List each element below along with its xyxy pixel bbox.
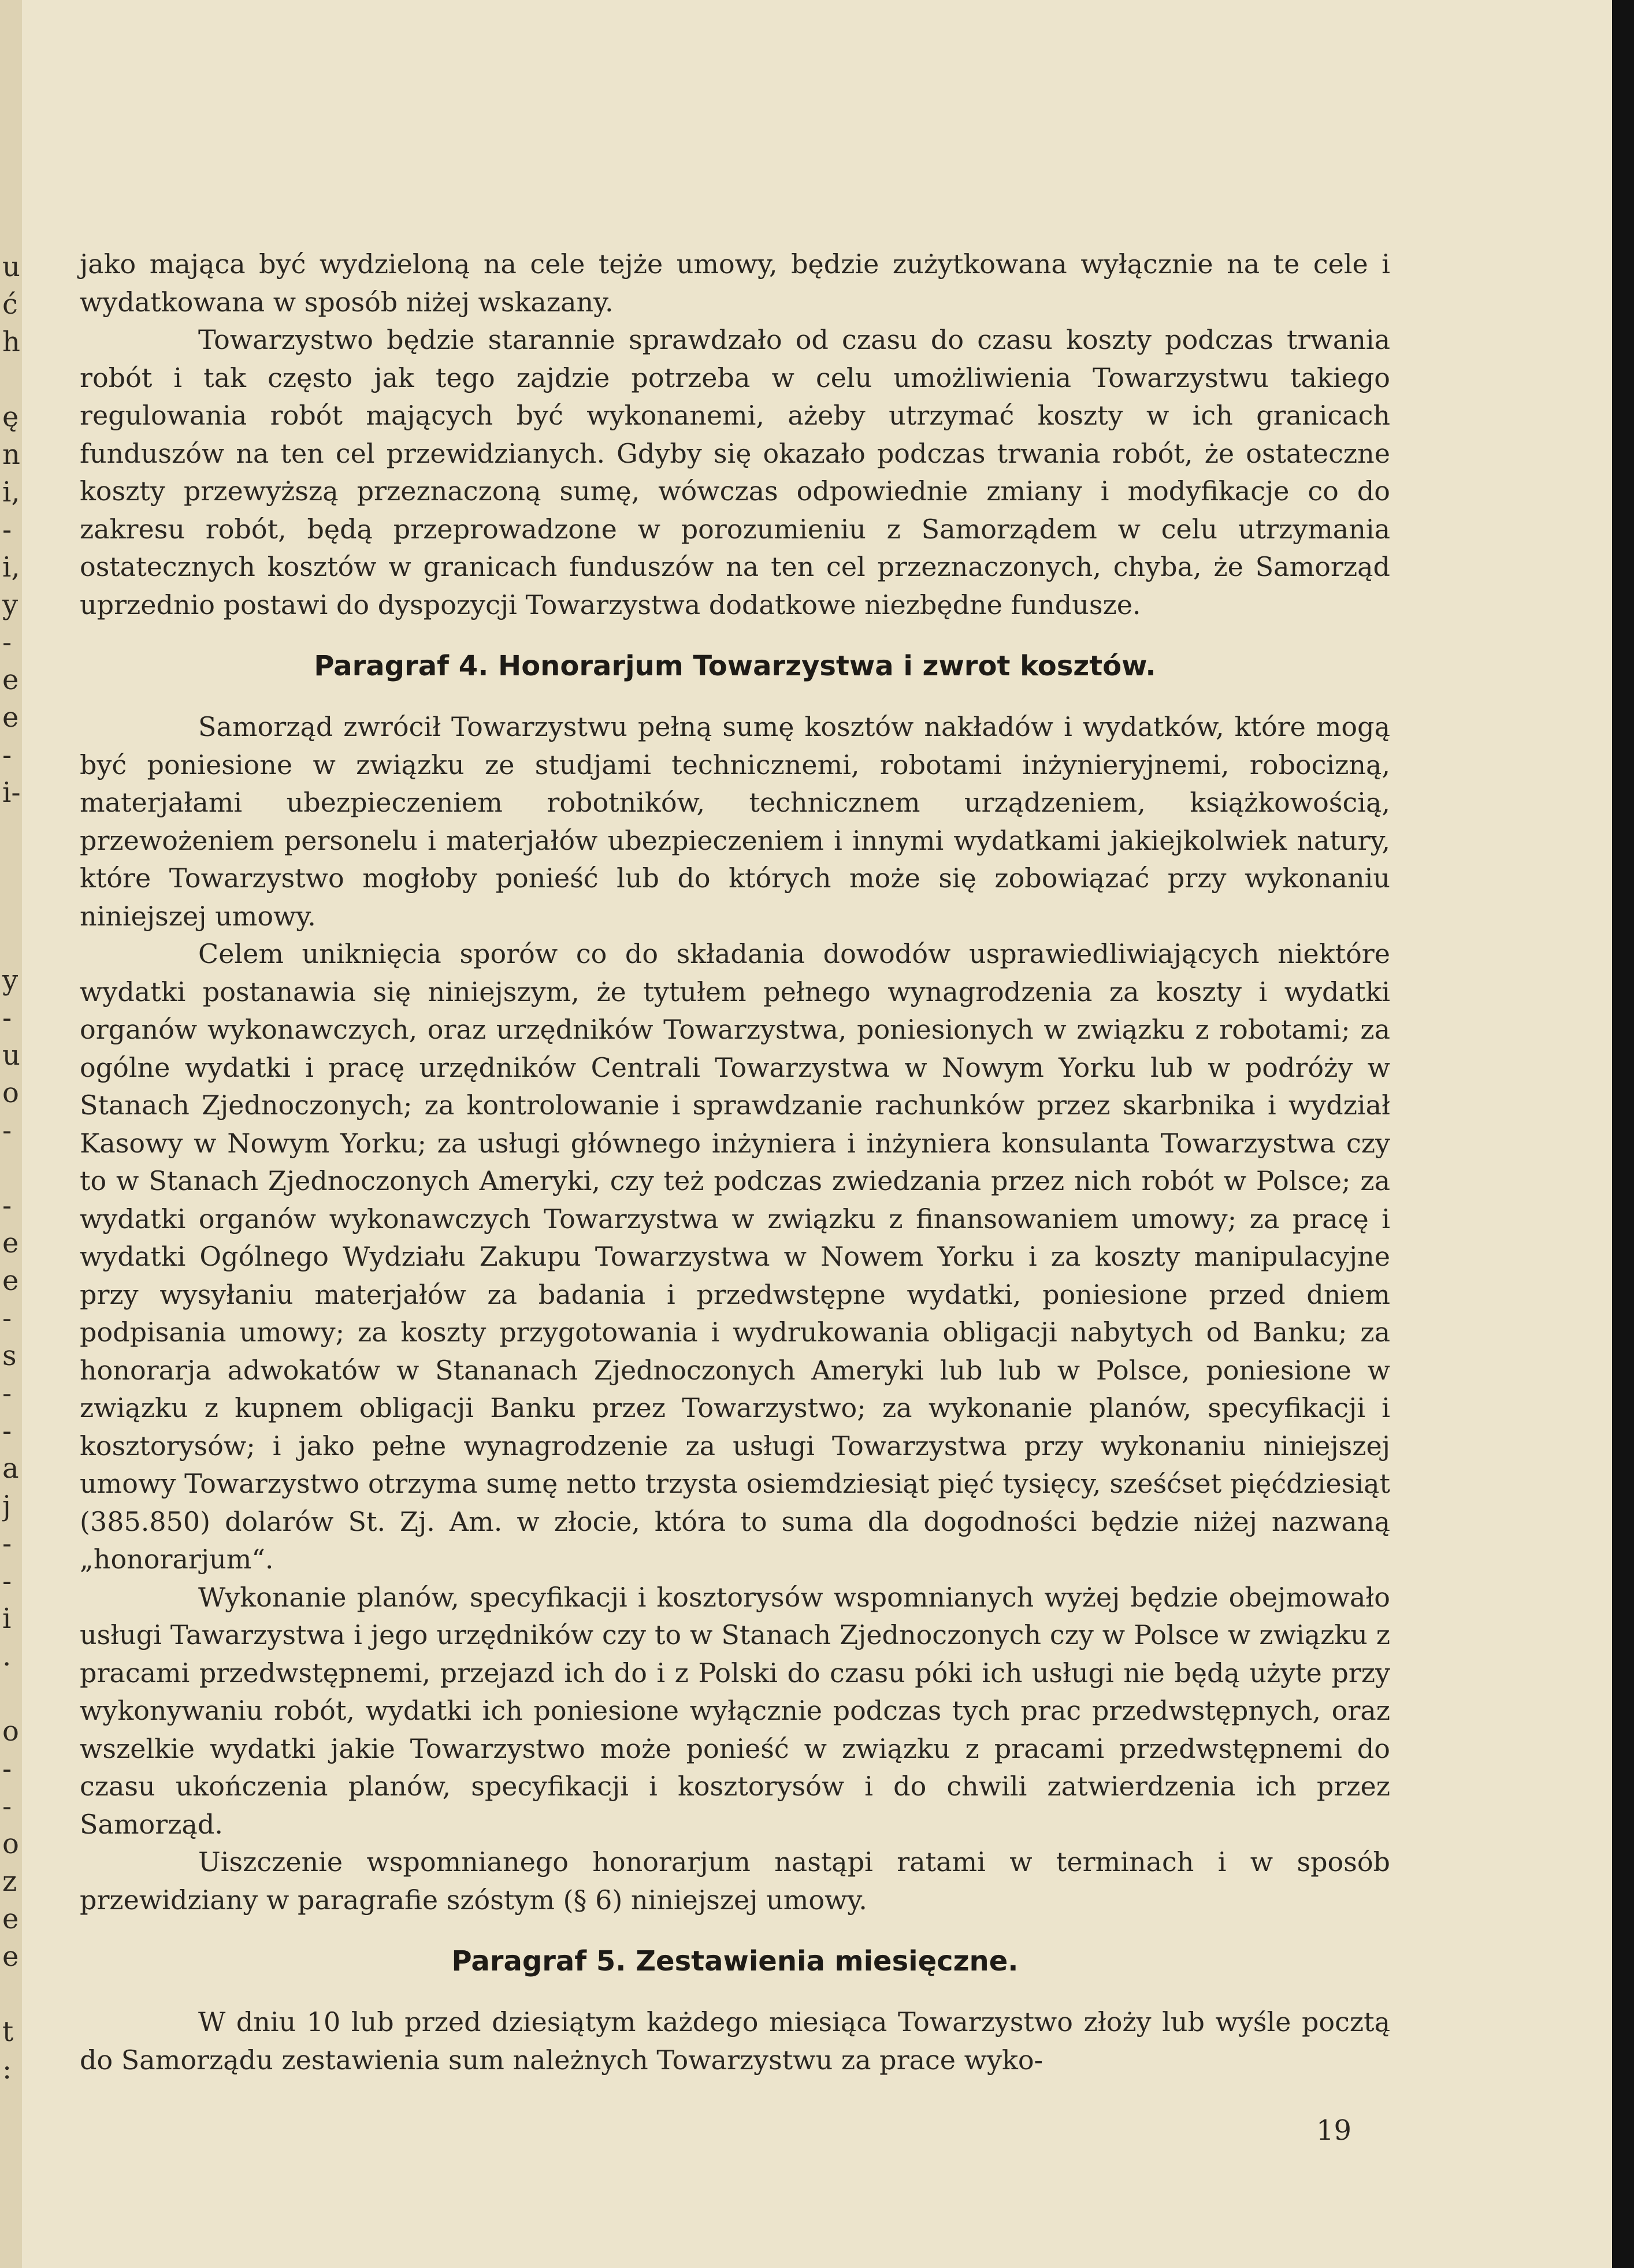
margin-fragment: z bbox=[2, 1865, 17, 1898]
margin-fragment: . bbox=[2, 1640, 12, 1672]
margin-fragment bbox=[2, 1976, 22, 2013]
scan-background-edge bbox=[1612, 0, 1634, 2268]
margin-fragment: - bbox=[2, 1377, 12, 1410]
margin-fragment bbox=[2, 1150, 22, 1187]
paragraph-monthly-statements: W dniu 10 lub przed dziesiątym każdego miesiąca Towarzystwo złoży lub wyśle pocztą do Samorządu zestawienia sum należnych Towarzystwu za prace wyko- bbox=[80, 2006, 1390, 2076]
margin-fragment: - bbox=[2, 1302, 12, 1334]
margin-fragment: y bbox=[2, 589, 18, 621]
margin-fragment: - bbox=[2, 1002, 12, 1034]
margin-fragment: a bbox=[2, 1452, 19, 1485]
margin-fragment: - bbox=[2, 1753, 12, 1785]
paragraph-honorarium-terms: Celem uniknięcia sporów co do składania dowodów usprawiedliwiających niektóre wydatki postanawia się niniejszym, że tytułem pełnego wynagrodzenia za koszty i wydatki organów wykonawczych, oraz urzędników Towarzystwa, poniesionych w związku z robotami; za ogólne wydatki i pracę urzędników Centrali Towarzystwa w Nowym Yorku lub w podróży w Stanach Zjednoczonych; za kontrolowanie i sprawdzanie rachunków przez skarbnika i wydział Kasowy w Nowym Yorku; za usługi głównego inżyniera i inżyniera konsulanta Towarzystwa czy to w Stanach Zjednoczonych Ameryki, czy też podczas zwiedzania przez nich robót w Polsce; za wydatki organów wykonawczych Towarzystwa w związku z finansowaniem umowy; za pracę i wydatki Ogólnego Wydziału Zakupu Towarzystwa w Nowem Yorku i za koszty manipulacyjne przy wysyłaniu materjałów za badania i przedwstępne wydatki, poniesione przed dniem podpisania umowy; za koszty przygotowania i wydrukowania obligacji nabytych od Banku; za honorarja adwokatów w Stananach Zjednoczonych Ameryki lub lub w Polsce, poniesione w związku z kupnem obligacji Banku przez Towarzystwo; za wykonanie planów, specyfikacji i kosztorysów; i jako pełne wynagrodzenie za usługi Towarzystwa przy wykonaniu niniejszej umowy Towarzystwo otrzyma sumę netto trzysta osiemdziesiąt pięć tysięcy, sześćset pięćdziesiąt (385.850) dolarów St. Zj. Am. w złocie, która to suma dla dogodności będzie niżej nazwaną „honorarjum“. bbox=[80, 938, 1390, 1575]
margin-fragment: - bbox=[2, 1565, 12, 1597]
margin-fragment: - bbox=[2, 626, 12, 659]
margin-fragment: i- bbox=[2, 776, 21, 809]
margin-fragment: o bbox=[2, 1077, 19, 1109]
margin-fragment: - bbox=[2, 1114, 12, 1147]
margin-fragment bbox=[2, 1675, 22, 1713]
margin-fragment: - bbox=[2, 1415, 12, 1447]
margin-fragment: u bbox=[2, 251, 20, 283]
margin-fragment: ć bbox=[2, 288, 18, 321]
margin-fragment: - bbox=[2, 1189, 12, 1222]
margin-fragment: j bbox=[2, 1490, 11, 1522]
section-heading-paragraf-4: Paragraf 4. Honorarjum Towarzystwa i zwrot kosztów. bbox=[314, 650, 1156, 682]
previous-page-margin bbox=[2, 248, 22, 2088]
paragraph-continuation: jako mająca być wydzieloną na cele tejże umowy, będzie zużytkowana wyłącznie na te cele i wydatkowana w sposób niżej wskazany. bbox=[80, 248, 1390, 318]
margin-fragment bbox=[2, 361, 22, 399]
paragraph-plans-scope: Wykonanie planów, specyfikacji i kosztorysów wspomnianych wyżej będzie obejmowało usługi Tawarzystwa i jego urzędników czy to w Stanach Zjednoczonych czy w Polsce w związku z pracami przedwstępnemi, przejazd ich do i z Polski do czasu póki ich usługi nie będą użyte przy wykonywaniu robót, wydatki ich poniesione wyłącznie podczas tych prac przedwstępnych, oraz wszelkie wydatki jakie Towarzystwo może ponieść w związku z pracami przedwstępnemi do czasu ukończenia planów, specyfikacji i kosztorysów i do chwili zatwierdzenia ich przez Samorząd. bbox=[80, 1581, 1390, 1840]
margin-fragment bbox=[2, 849, 22, 887]
margin-fragment: t bbox=[2, 2016, 14, 2048]
margin-fragment: : bbox=[2, 2053, 12, 2085]
margin-fragment: e bbox=[2, 1227, 19, 1259]
margin-fragment: o bbox=[2, 1828, 19, 1860]
paragraph-cost-control: Towarzystwo będzie starannie sprawdzało od czasu do czasu koszty podczas trwania robót i tak często jak tego zajdzie potrzeba w celu umożliwienia Towarzystwu takiego regulowania robót mających być wykonanemi, ażeby utrzymać koszty w ich granicach funduszów na ten cel przewidzianych. Gdyby się okazało podczas trwania robót, że ostateczne koszty przewyższą przeznaczoną sumę, wówczas odpowiednie zmiany i modyfikacje co do zakresu robót, będą przeprowadzone w porozumieniu z Samorządem w celu utrzymania ostatecznych kosztów w granicach funduszów na ten cel przeznaczonych, chyba, że Samorząd uprzednio postawi do dyspozycji Towarzystwa dodatkowe niezbędne fundusze. bbox=[80, 324, 1390, 620]
margin-fragment: e bbox=[2, 701, 19, 734]
margin-fragment: e bbox=[2, 1903, 19, 1935]
margin-fragment: i, bbox=[2, 551, 20, 583]
margin-fragment: - bbox=[2, 1790, 12, 1823]
page-text-block bbox=[80, 246, 1390, 2079]
margin-fragment: e bbox=[2, 1940, 19, 1973]
margin-fragment bbox=[2, 924, 22, 962]
margin-fragment: i, bbox=[2, 476, 20, 508]
margin-fragment: - bbox=[2, 514, 12, 546]
page-number: 19 bbox=[1316, 2114, 1352, 2147]
margin-fragment: i bbox=[2, 1603, 12, 1635]
margin-fragment bbox=[2, 812, 22, 849]
margin-fragment: n bbox=[2, 438, 20, 471]
margin-fragment: o bbox=[2, 1715, 19, 1748]
margin-fragment: s bbox=[2, 1340, 17, 1372]
margin-fragment: y bbox=[2, 964, 18, 997]
paragraph-payment-installments: Uiszczenie wspomnianego honorarjum nastąpi ratami w terminach i w sposób przewidziany w paragrafie szóstym (§ 6) niniejszej umowy. bbox=[80, 1846, 1390, 1916]
margin-fragment: h bbox=[2, 326, 20, 358]
margin-fragment: - bbox=[2, 739, 12, 771]
margin-fragment bbox=[2, 887, 22, 924]
margin-fragment: ę bbox=[2, 401, 19, 433]
margin-fragment: u bbox=[2, 1039, 20, 1072]
margin-fragment: e bbox=[2, 1265, 19, 1297]
paragraph-cost-refund: Samorząd zwrócił Towarzystwu pełną sumę kosztów nakładów i wydatków, które mogą być poniesione w związku ze studjami technicznemi, robotami inżynieryjnemi, robocizną, materjałami ubezpieczeniem robotników, technicznem urządzeniem, książkowością, przewożeniem personelu i materjałów ubezpieczeniem i innymi wydatkami jakiejkolwiek natury, które Towarzystwo mogłoby ponieść lub do których może się zobowiązać przy wykonaniu niniejszej umowy. bbox=[80, 711, 1390, 932]
section-heading-paragraf-5: Paragraf 5. Zestawienia miesięczne. bbox=[451, 1945, 1019, 1977]
margin-fragment: e bbox=[2, 664, 19, 696]
margin-fragment: - bbox=[2, 1527, 12, 1560]
